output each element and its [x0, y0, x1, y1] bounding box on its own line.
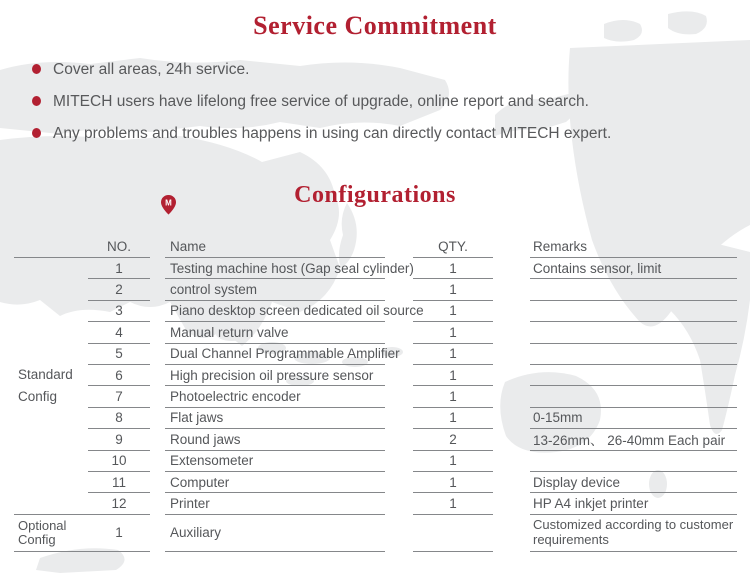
table-cell-remarks: 0-15mm: [530, 408, 737, 429]
table-cell-remarks: [530, 344, 737, 365]
configurations-title: Configurations: [294, 182, 456, 208]
table-cell-qty: 1: [413, 451, 493, 472]
service-bullet-item: [30, 60, 611, 79]
table-cell-remarks: [530, 386, 737, 407]
table-cell-no: 11: [88, 472, 150, 493]
group-label-standard: Standard Config: [14, 258, 88, 515]
table-cell-name: Photoelectric encoder: [165, 386, 385, 407]
table-cell-name: Flat jaws: [165, 408, 385, 429]
table-corner-cell: [14, 236, 88, 258]
table-cell-qty: [413, 515, 493, 552]
table-cell-remarks: [530, 301, 737, 322]
service-bullet-item: [30, 124, 611, 143]
group-label-optional: Optional Config: [14, 515, 88, 552]
table-cell-qty: 1: [413, 493, 493, 514]
table-cell-name: Computer: [165, 472, 385, 493]
table-cell-name: Piano desktop screen dedicated oil source: [165, 301, 385, 322]
table-cell-qty: 1: [413, 365, 493, 386]
table-cell-qty: 1: [413, 258, 493, 279]
table-cell-name: High precision oil pressure sensor: [165, 365, 385, 386]
table-cell-no: 9: [88, 429, 150, 450]
table-cell-name: control system: [165, 279, 385, 300]
table-cell-no: 3: [88, 301, 150, 322]
service-commitment-title: Service Commitment: [253, 11, 497, 40]
service-bullet-item: [30, 92, 611, 111]
table-cell-name: Testing machine host (Gap seal cylinder): [165, 258, 385, 279]
table-cell-qty: 1: [413, 279, 493, 300]
table-cell-qty: 1: [413, 322, 493, 343]
table-cell-name: Printer: [165, 493, 385, 514]
table-cell-remarks: Customized according to customer requirements: [530, 515, 737, 552]
bullet-text: MITECH users have lifelong free service of upgrade, online report and search.: [53, 93, 589, 110]
col-header-qty: QTY.: [413, 236, 493, 258]
table-cell-no: 1: [88, 258, 150, 279]
table-cell-remarks: [530, 365, 737, 386]
col-header-remarks: Remarks: [530, 236, 737, 258]
table-cell-no: 2: [88, 279, 150, 300]
table-cell-qty: 1: [413, 472, 493, 493]
bullet-dot-icon: [32, 96, 41, 106]
service-bullet-list: [30, 60, 611, 156]
table-cell-name: Extensometer: [165, 451, 385, 472]
table-cell-no: 1: [88, 515, 150, 552]
table-cell-qty: 2: [413, 429, 493, 450]
bullet-dot-icon: [32, 128, 41, 138]
configurations-table: [14, 236, 737, 552]
bullet-dot-icon: [32, 64, 41, 74]
table-cell-qty: 1: [413, 301, 493, 322]
table-cell-remarks: [530, 451, 737, 472]
table-cell-no: 7: [88, 386, 150, 407]
table-cell-qty: 1: [413, 408, 493, 429]
table-cell-remarks: HP A4 inkjet printer: [530, 493, 737, 514]
table-cell-no: 4: [88, 322, 150, 343]
table-cell-remarks: Display device: [530, 472, 737, 493]
table-cell-no: 10: [88, 451, 150, 472]
table-cell-qty: 1: [413, 386, 493, 407]
table-cell-remarks: [530, 322, 737, 343]
table-cell-remarks: Contains sensor, limit: [530, 258, 737, 279]
col-header-no: NO.: [88, 236, 150, 258]
table-cell-no: 12: [88, 493, 150, 514]
svg-text:M: M: [165, 198, 172, 208]
table-cell-no: 5: [88, 344, 150, 365]
table-cell-no: 8: [88, 408, 150, 429]
table-cell-remarks: 13-26mm、 26-40mm Each pair: [530, 429, 737, 450]
table-cell-name: Auxiliary: [165, 515, 385, 552]
table-cell-name: Manual return valve: [165, 322, 385, 343]
bullet-text: Cover all areas, 24h service.: [53, 61, 250, 78]
table-cell-name: Round jaws: [165, 429, 385, 450]
table-cell-remarks: [530, 279, 737, 300]
table-cell-name: Dual Channel Programmable Amplifier: [165, 344, 385, 365]
bullet-text: Any problems and troubles happens in using can directly contact MITECH expert.: [53, 125, 612, 142]
table-cell-qty: 1: [413, 344, 493, 365]
table-cell-no: 6: [88, 365, 150, 386]
col-header-name: Name: [165, 236, 385, 258]
